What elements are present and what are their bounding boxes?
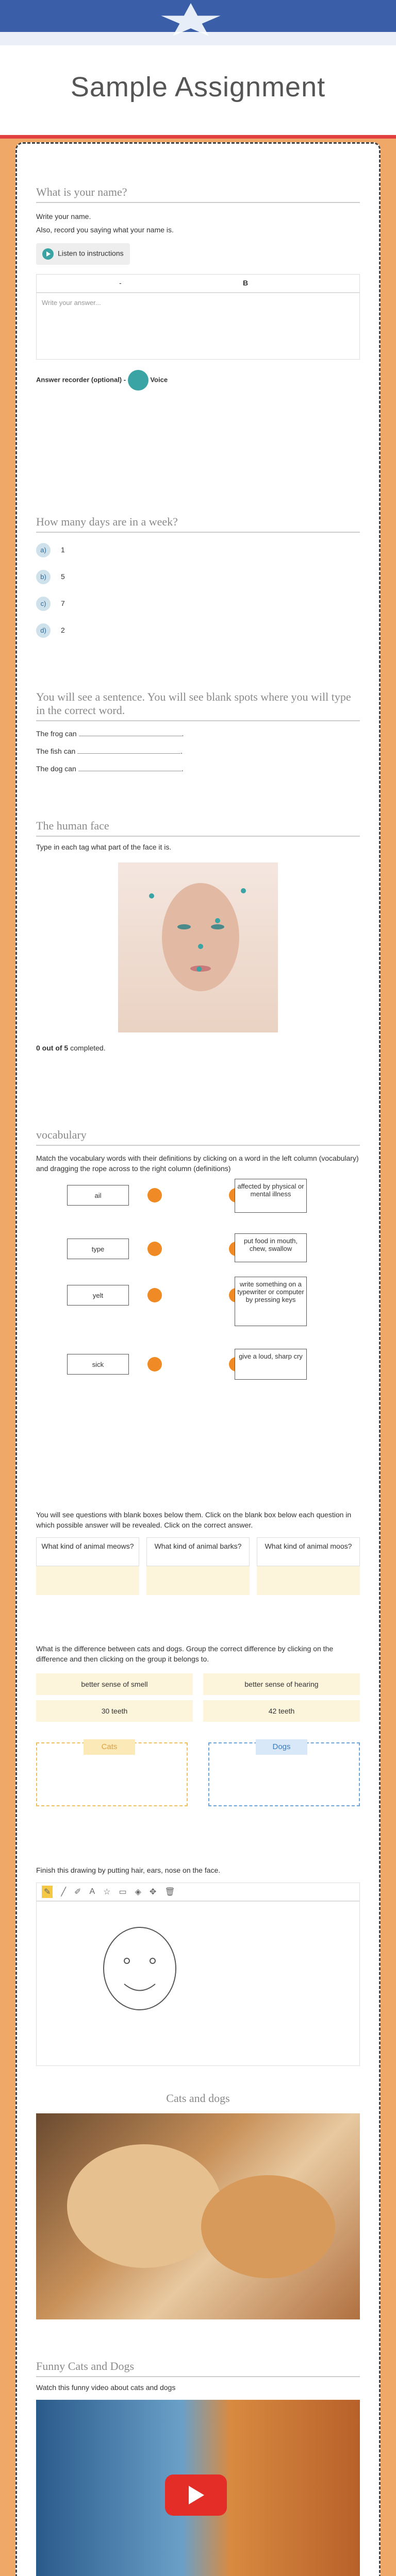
group-item[interactable]: better sense of hearing: [203, 1673, 360, 1695]
option-item[interactable]: [36, 543, 360, 570]
reveal-box[interactable]: [146, 1566, 250, 1595]
drawing-canvas[interactable]: [36, 1901, 360, 2066]
question-vocabulary: [36, 1128, 360, 1405]
image-section: [36, 2092, 360, 2319]
option-letter: c): [36, 597, 51, 611]
vocab-word[interactable]: type: [67, 1239, 129, 1259]
question-grouping: [36, 1643, 360, 1806]
title-divider: [0, 135, 396, 139]
instruction-text: Type in each tag what part of the face it is.: [36, 843, 172, 851]
play-icon: [42, 248, 54, 260]
image-icon[interactable]: ▭: [119, 1888, 127, 1896]
question-drawing: [36, 1865, 360, 2066]
instruction-text: Also, record you saying what your name is.: [36, 226, 174, 234]
question-name: [36, 185, 360, 391]
group-item[interactable]: 42 teeth: [203, 1700, 360, 1722]
vocab-word[interactable]: ail: [67, 1185, 129, 1206]
period: .: [182, 730, 184, 738]
group-item[interactable]: better sense of smell: [36, 1673, 193, 1695]
bold-button[interactable]: B: [243, 279, 249, 287]
play-triangle-icon: [189, 2486, 204, 2504]
listen-label: Listen to instructions: [58, 249, 124, 258]
reveal-question: What kind of animal barks?: [146, 1537, 250, 1566]
banner-stripe: [0, 32, 396, 45]
sentence-text: The dog can: [36, 765, 76, 773]
completed-count: 0 out of 5: [36, 1044, 69, 1052]
group-label: Dogs: [256, 1739, 307, 1755]
option-letter: d): [36, 623, 51, 638]
recorder-label: Answer recorder (optional) -: [36, 376, 126, 384]
question-title: Funny Cats and Dogs: [36, 2360, 360, 2377]
video-player[interactable]: [36, 2400, 360, 2576]
answer-textarea[interactable]: [36, 293, 360, 360]
option-value: 5: [61, 572, 65, 581]
answer-toolbar: [36, 274, 360, 293]
trash-icon[interactable]: 🗑: [164, 1888, 175, 1896]
reveal-box[interactable]: [257, 1566, 360, 1595]
tag-dot[interactable]: [215, 918, 220, 923]
line-icon[interactable]: ╱: [61, 1888, 67, 1896]
option-letter: b): [36, 570, 51, 584]
question-title: You will see a sentence. You will see blank spots where you will type in the correct word.: [36, 690, 360, 721]
question-title: The human face: [36, 819, 360, 837]
vocab-word[interactable]: sick: [67, 1354, 129, 1375]
pencil-icon[interactable]: ✎: [42, 1886, 53, 1898]
question-title: vocabulary: [36, 1128, 360, 1146]
question-title: What is your name?: [36, 185, 360, 203]
rope-handle[interactable]: [147, 1188, 162, 1202]
definition[interactable]: put food in mouth, chew, swallow: [235, 1233, 307, 1262]
option-list: [36, 543, 360, 650]
instruction-text: Write your name.: [36, 212, 91, 221]
matching-area: [36, 1179, 360, 1405]
option-item[interactable]: [36, 623, 360, 650]
option-item[interactable]: [36, 570, 360, 597]
text-icon[interactable]: A: [89, 1887, 95, 1896]
voice-label: Voice: [150, 376, 168, 384]
page-title: Sample Assignment: [70, 72, 326, 103]
title-bar: [0, 45, 396, 138]
question-reveal: [36, 1510, 360, 1595]
answer-placeholder: Write your answer...: [42, 299, 101, 307]
definition[interactable]: write something on a typewriter or computer by pressing keys: [235, 1277, 307, 1326]
drawing-toolbar: [36, 1883, 360, 1901]
reveal-column: [257, 1537, 360, 1595]
face-shape: [162, 883, 239, 991]
record-button[interactable]: [128, 370, 148, 391]
shape-icon[interactable]: ☆: [103, 1888, 111, 1896]
sentence-text: The fish can: [36, 747, 76, 755]
group-items: [36, 1673, 360, 1722]
group-item[interactable]: 30 teeth: [36, 1700, 193, 1722]
option-value: 2: [61, 626, 65, 634]
group-targets: [36, 1742, 360, 1806]
instruction-text: You will see questions with blank boxes below them. Click on the blank box below each question in which possible answer will be revealed. Click on the correct answer.: [36, 1511, 352, 1529]
instruction-text: Finish this drawing by putting hair, ears, nose on the face.: [36, 1866, 221, 1874]
play-button[interactable]: [165, 2475, 227, 2516]
left-eye: [177, 924, 191, 929]
face-image: [118, 862, 278, 1032]
completion-status: [36, 1043, 360, 1053]
option-item[interactable]: [36, 597, 360, 623]
rope-handle[interactable]: [147, 1288, 162, 1302]
reveal-column: [146, 1537, 250, 1595]
blank-input[interactable]: [77, 753, 180, 754]
sentence-row: [36, 746, 360, 764]
dog-shape: [67, 2144, 222, 2268]
option-value: 1: [61, 546, 65, 554]
answer-recorder: [36, 370, 360, 391]
option-value: 7: [61, 599, 65, 607]
image-caption: Cats and dogs: [166, 2092, 230, 2105]
move-icon[interactable]: ✥: [149, 1888, 157, 1896]
reveal-box[interactable]: [36, 1566, 139, 1595]
minus-button[interactable]: -: [119, 279, 122, 287]
instruction-text: What is the difference between cats and dogs. Group the correct difference by clicking on the difference and then clicking on the group it belongs to.: [36, 1645, 334, 1663]
tag-dot[interactable]: [196, 967, 202, 972]
period: .: [181, 765, 184, 773]
cat-shape: [201, 2175, 335, 2278]
reveal-question: What kind of animal moos?: [257, 1537, 360, 1566]
group-dogs[interactable]: [208, 1742, 360, 1806]
instruction-text: Watch this funny video about cats and dogs: [36, 2383, 176, 2392]
group-cats[interactable]: [36, 1742, 188, 1806]
vocab-word[interactable]: yelt: [67, 1285, 129, 1306]
completed-suffix: completed.: [70, 1044, 106, 1052]
brush-icon[interactable]: ✐: [74, 1888, 81, 1896]
question-days: [36, 515, 360, 650]
rope-handle[interactable]: [147, 1357, 162, 1371]
right-eye: [211, 924, 224, 929]
question-title: How many days are in a week?: [36, 515, 360, 533]
period: .: [180, 747, 183, 755]
sentence-row: [36, 764, 360, 781]
option-letter: a): [36, 543, 51, 557]
group-label: Cats: [84, 1739, 135, 1755]
question-sentences: [36, 690, 360, 781]
top-banner: [0, 0, 396, 45]
question-face: [36, 819, 360, 1053]
fill-icon[interactable]: ◈: [135, 1888, 141, 1896]
instruction-text: Match the vocabulary words with their definitions by clicking on a word in the left column (vocabulary) and dragging the rope across to the right column (definitions): [36, 1154, 359, 1173]
tag-dot[interactable]: [198, 944, 203, 949]
sentence-row: [36, 728, 360, 746]
cats-dogs-photo: [36, 2113, 360, 2319]
reveal-question: What kind of animal meows?: [36, 1537, 139, 1566]
rope-handle[interactable]: [147, 1242, 162, 1256]
reveal-row: [36, 1537, 360, 1595]
reveal-column: [36, 1537, 139, 1595]
definition[interactable]: affected by physical or mental illness: [235, 1179, 307, 1213]
tag-dot[interactable]: [149, 893, 154, 899]
definition[interactable]: give a loud, sharp cry: [235, 1349, 307, 1380]
sentence-text: The frog can: [36, 730, 77, 738]
tag-dot[interactable]: [241, 888, 246, 893]
question-video: [36, 2360, 360, 2576]
face-drawing: [37, 1902, 359, 2065]
listen-instructions-button[interactable]: [36, 243, 130, 265]
